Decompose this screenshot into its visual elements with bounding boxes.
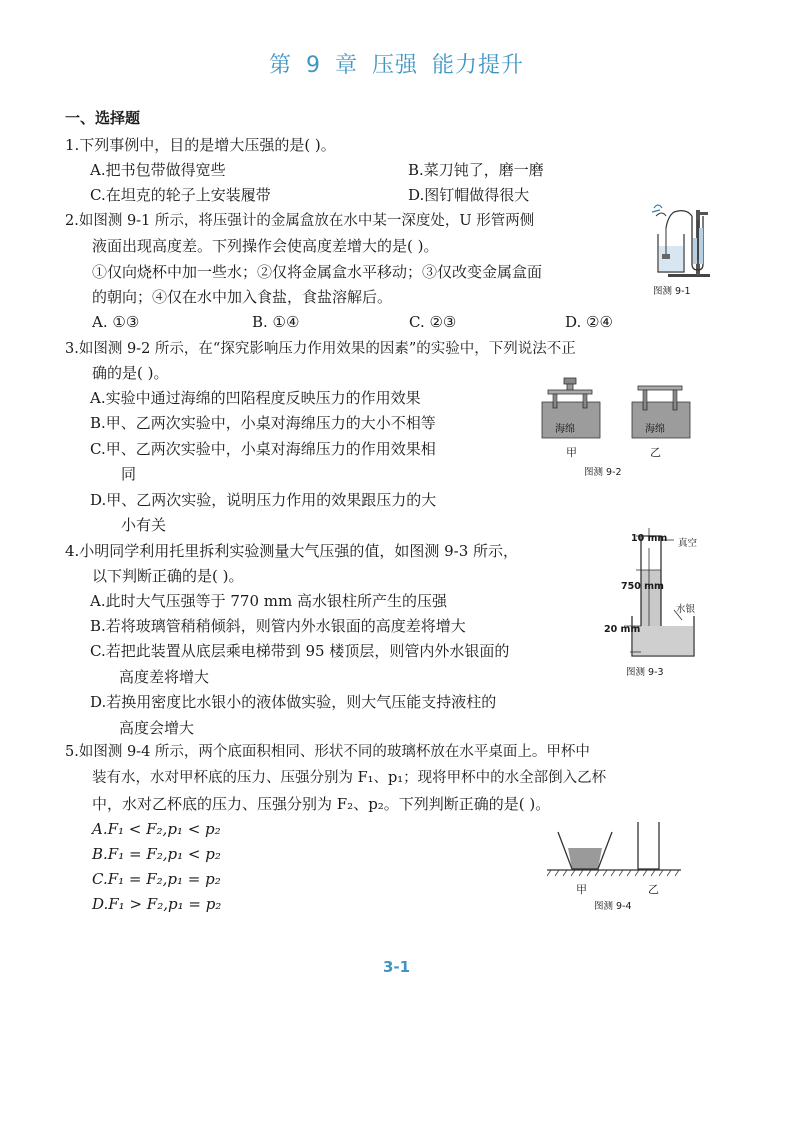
label-750mm: 750 mm (621, 581, 664, 592)
q5-option-a: A.F₁ < F₂,p₁ < p₂ (92, 820, 221, 838)
q3-option-c-line1: C.甲、乙两次实验中，小桌对海绵压力的作用效果相 (90, 440, 436, 458)
q3-option-d-line2: 小有关 (121, 516, 167, 534)
page-number: 3-1 (382, 958, 411, 976)
figure-9-1-caption: 图测 9-1 (653, 286, 691, 297)
q5-stem-line2: 装有水，水对甲杯底的压力、压强分别为 F₁、p₁；现将甲杯中的水全部倒入乙杯 (92, 770, 607, 786)
q3-option-a: A.实验中通过海绵的凹陷程度反映压力的作用效果 (90, 389, 421, 407)
figure-9-4-two-cups (545, 822, 685, 878)
figure-9-3-caption: 图测 9-3 (626, 667, 664, 678)
figure-9-2-caption: 图测 9-2 (584, 467, 622, 478)
figure-9-3-torricelli-tube (600, 528, 730, 660)
q4-option-d-line1: D.若换用密度比水银小的液体做实验，则大气压能支持液柱的 (90, 693, 497, 711)
q5-option-d: D.F₁ > F₂,p₁ = p₂ (92, 895, 222, 913)
q2-option-c: C. ②③ (409, 313, 457, 331)
figure-9-4-caption: 图测 9-4 (594, 901, 632, 912)
figure-9-4-label-jia: 甲 (576, 883, 587, 896)
q3-stem-line2: 确的是( )。 (92, 364, 169, 382)
q1-option-c: C.在坦克的轮子上安装履带 (90, 186, 271, 204)
figure-9-1-pressure-gauge (640, 198, 720, 280)
q3-option-c-line2: 同 (121, 465, 137, 483)
q5-option-b: B.F₁ = F₂,p₁ < p₂ (92, 845, 221, 863)
q4-option-d-line2: 高度会增大 (119, 719, 195, 737)
q5-option-c: C.F₁ = F₂,p₁ = p₂ (92, 870, 221, 888)
q2-option-d: D. ②④ (565, 313, 613, 331)
sponge-label-yi: 海绵 (645, 424, 665, 435)
figure-9-2-label-jia: 甲 (566, 446, 577, 459)
page-title: 第 9 章 压强 能力提升 (269, 53, 524, 78)
q2-stem-line4: 的朝向；④仅在水中加入食盐，食盐溶解后。 (92, 288, 393, 306)
q4-option-b: B.若将玻璃管稍稍倾斜，则管内外水银面的高度差将增大 (90, 617, 466, 635)
q1-option-b: B.菜刀钝了，磨一磨 (408, 161, 544, 179)
figure-9-2-label-yi: 乙 (650, 446, 661, 459)
label-mercury: 水银 (676, 604, 696, 615)
label-20mm: 20 mm (604, 624, 641, 635)
q2-option-b: B. ①④ (252, 313, 300, 331)
q4-stem-line2: 以下判断正确的是( )。 (92, 567, 244, 585)
q1-stem: 1.下列事例中，目的是增大压强的是( )。 (65, 136, 336, 154)
q4-option-a: A.此时大气压强等于 770 mm 高水银柱所产生的压强 (90, 592, 447, 610)
label-10mm: 10 mm (631, 533, 668, 544)
q3-stem-line1: 3.如图测 9-2 所示，在“探究影响压力作用效果的因素”的实验中，下列说法不正 (65, 341, 576, 357)
label-vacuum: 真空 (678, 538, 698, 549)
q4-option-c-line1: C.若把此装置从底层乘电梯带到 95 楼顶层，则管内外水银面的 (90, 642, 510, 660)
q1-option-a: A.把书包带做得宽些 (90, 161, 226, 179)
q3-option-d-line1: D.甲、乙两次实验，说明压力作用的效果跟压力的大 (90, 491, 437, 509)
q4-stem-line1: 4.小明同学利用托里拆利实验测量大气压强的值，如图测 9-3 所示， (65, 542, 519, 560)
q4-option-c-line2: 高度差将增大 (119, 668, 210, 686)
q2-stem-line2: 液面出现高度差。下列操作会使高度差增大的是( )。 (92, 237, 439, 255)
q1-option-d: D.图钉帽做得很大 (408, 186, 530, 204)
section-heading: 一、选择题 (65, 109, 141, 127)
q2-option-a: A. ①③ (92, 313, 140, 331)
q2-stem-line3: ①仅向烧杯中加一些水；②仅将金属盒水平移动；③仅改变金属盒面 (92, 263, 543, 281)
q5-stem-line3: 中，水对乙杯底的压力、压强分别为 F₂、p₂。下列判断正确的是( )。 (92, 795, 551, 813)
sponge-label-jia: 海绵 (555, 424, 575, 435)
q3-option-b: B.甲、乙两次实验中，小桌对海绵压力的大小不相等 (90, 414, 436, 432)
q2-stem-line1: 2.如图测 9-1 所示，将压强计的金属盒放在水中某一深度处，U 形管两侧 (65, 213, 535, 229)
figure-9-4-label-yi: 乙 (648, 883, 659, 896)
q5-stem-line1: 5.如图测 9-4 所示，两个底面积相同、形状不同的玻璃杯放在水平桌面上。甲杯中 (65, 744, 590, 760)
